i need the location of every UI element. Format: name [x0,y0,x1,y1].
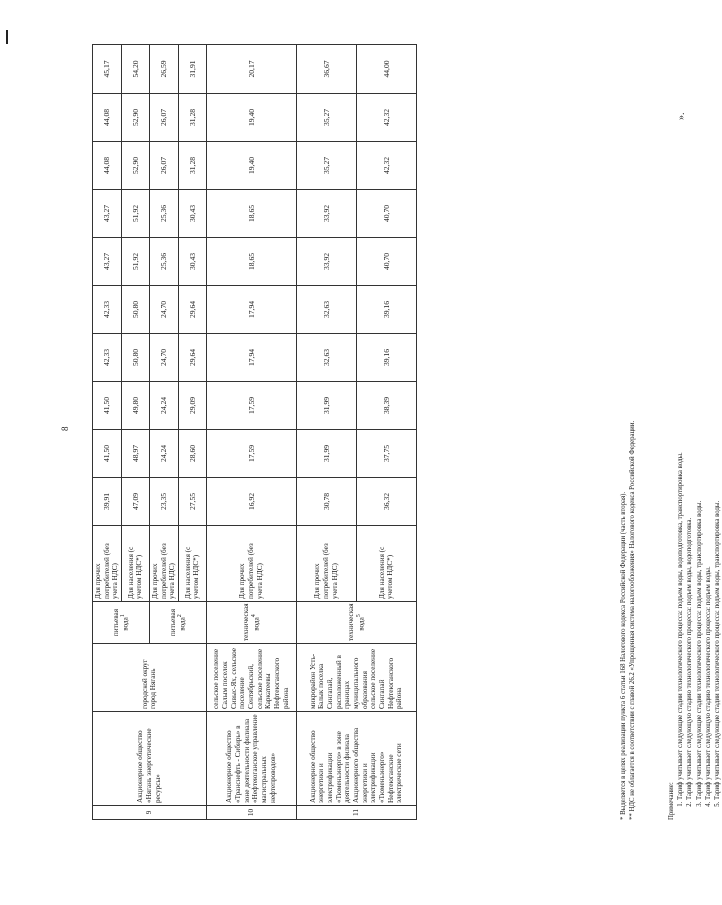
table-row [296,45,356,820]
tariff-value-cell: 33,92 [296,190,356,238]
tariff-value-cell: 44,08 [93,142,122,190]
tariff-value-cell: 32,63 [296,286,356,334]
tariff-value-cell: 30,43 [178,238,206,286]
tariff-value-cell: 48,97 [121,430,149,478]
tariff-value-cell: 24,24 [149,430,178,478]
tariff-value-cell: 31,91 [178,45,206,94]
tariff-value-cell: 41,50 [93,382,122,430]
note-item: 5. Тариф учитывает следующие стадии технологического процесса: подъем воды, транспортировка воды. [713,60,722,800]
closing-quote: ». [676,112,687,120]
service-type-label: питьевая вода [111,608,130,637]
tariff-value-cell: 31,28 [178,142,206,190]
tariff-value-cell: 19,40 [206,94,296,142]
tariff-table-body [93,45,417,820]
tariff-value-cell: 28,60 [178,430,206,478]
rotated-page-content [92,45,721,820]
tariff-value-cell: 42,32 [356,142,416,190]
note-item: 3. Тариф учитывает следующие стадии технологического процесса: подъем воды, транспортировка воды. [695,60,704,800]
tariff-value-cell: 31,99 [296,430,356,478]
service-footnote-ref: 5 [355,614,362,618]
note-item: 4. Тариф учитывает следующую стадию технологического процесса: подъем воды. [704,60,713,800]
tariff-value-cell: 51,92 [121,238,149,286]
organization-cell: Акционерное общество энергетики и электрификации «Тюменьэнерго» в зоне деятельности филиала Акционерного общества энергетики и электрификации «Тюменьэнерго» Нефтеюганские электрические сети [296,712,416,806]
tariff-value-cell: 17,94 [206,286,296,334]
tariff-value-cell: 27,55 [178,478,206,526]
row-number-cell: 11 [296,806,416,820]
consumer-category-cell: Для прочих потребителей (без учета НДС) [206,526,296,602]
organization-cell: Акционерное общество «Нягань энергетические ресурсы» [93,712,207,806]
footnote-no-vat: ** НДС не облагается в соответствии с главой 26.2 «Упрощенная система налогообложения» Налогового кодекса Российской Федерации. [628,420,636,820]
tariff-value-cell: 17,94 [206,334,296,382]
scan-artifact-mark [6,30,8,44]
tariff-value-cell: 33,92 [296,238,356,286]
tariff-value-cell: 31,28 [178,94,206,142]
tariff-value-cell: 51,92 [121,190,149,238]
note-item: 2. Тариф учитывает следующую стадию технологического процесса: подъем воды, водоподготовка. [685,60,694,800]
tariff-value-cell: 52,90 [121,94,149,142]
tariff-value-cell: 17,59 [206,430,296,478]
service-type-cell [93,602,150,644]
notes-title: Примечание: [668,782,675,820]
tariff-value-cell: 35,27 [296,94,356,142]
consumer-category-cell: Для населения (с учетом НДС*) [178,526,206,602]
tariff-value-cell: 16,92 [206,478,296,526]
organization-cell: Акционерное общество «Транснефть - Сибирь» в зоне деятельности филиала «Нефтеюганское управление магистральных нефтепроводов» [206,712,296,806]
tariff-value-cell: 36,32 [356,478,416,526]
tariff-value-cell: 18,65 [206,238,296,286]
table-row [93,45,122,820]
service-type-label: техническая вода [347,603,366,641]
tariff-value-cell: 31,99 [296,382,356,430]
tariff-value-cell: 24,70 [149,334,178,382]
tariff-value-cell: 47,09 [121,478,149,526]
tariff-value-cell: 42,32 [356,94,416,142]
tariff-value-cell: 50,80 [121,334,149,382]
territory-cell: городской округ город Нягань [93,644,207,712]
tariff-value-cell: 24,70 [149,286,178,334]
tariff-value-cell: 44,00 [356,45,416,94]
territory-cell: микрорайон Усть-Балык поселка Сингапай, расположенный в границах муниципального образования сельское поселение Сингапай Нефтеюганского района [296,644,416,712]
row-number-cell: 9 [93,806,207,820]
tariff-value-cell: 40,70 [356,190,416,238]
tariff-value-cell: 25,36 [149,238,178,286]
service-footnote-ref: 2 [177,614,184,618]
territory-cell: сельское поселение Салым поселок Сивыс-Ях, сельское поселение Сентябрьский, сельское поселение Каркатеевы Нефтеюганского района [206,644,296,712]
tariff-value-cell: 39,16 [356,334,416,382]
note-item: 1. Тариф учитывает следующие стадии технологического процесса: подъем воды, водоподготовка, транспортировка воды. [676,60,685,800]
service-type-cell [296,602,416,644]
tariff-value-cell: 54,20 [121,45,149,94]
consumer-category-cell: Для прочих потребителей (без учета НДС) [149,526,178,602]
tariff-value-cell: 24,24 [149,382,178,430]
tariff-value-cell: 42,33 [93,286,122,334]
tariff-value-cell: 29,09 [178,382,206,430]
consumer-category-cell: Для населения (с учетом НДС*) [121,526,149,602]
tariff-value-cell: 25,36 [149,190,178,238]
service-type-label: техническая вода [242,603,261,641]
tariff-value-cell: 18,65 [206,190,296,238]
tariff-value-cell: 39,16 [356,286,416,334]
tariff-value-cell: 35,27 [296,142,356,190]
tariff-value-cell: 30,78 [296,478,356,526]
tariff-value-cell: 26,07 [149,94,178,142]
tariff-value-cell: 19,40 [206,142,296,190]
tariff-value-cell: 43,27 [93,238,122,286]
page-number: 8 [60,426,70,431]
tariff-value-cell: 30,43 [178,190,206,238]
tariff-value-cell: 44,08 [93,94,122,142]
tariff-value-cell: 29,64 [178,334,206,382]
tariff-value-cell: 41,50 [93,430,122,478]
tariff-value-cell: 43,27 [93,190,122,238]
tariff-value-cell: 40,70 [356,238,416,286]
notes-section [667,60,722,820]
row-number-cell: 10 [206,806,296,820]
tariff-value-cell: 52,90 [121,142,149,190]
service-footnote-ref: 4 [250,614,257,618]
footnotes [620,60,638,820]
tariff-value-cell: 23,35 [149,478,178,526]
tariff-value-cell: 17,59 [206,382,296,430]
service-type-cell [206,602,296,644]
tariff-value-cell: 50,80 [121,286,149,334]
tariff-value-cell: 26,59 [149,45,178,94]
tariff-value-cell: 37,75 [356,430,416,478]
tariff-value-cell: 32,63 [296,334,356,382]
consumer-category-cell: Для прочих потребителей (без учета НДС) [296,526,356,602]
tariff-value-cell: 45,17 [93,45,122,94]
footnote-vat: * Выделяется в целях реализации пункта 6 статьи 168 Налогового кодекса Российской Федерации (часть вторая). [620,491,627,820]
tariff-value-cell: 42,33 [93,334,122,382]
consumer-category-cell: Для населения (с учетом НДС*) [356,526,416,602]
tariff-value-cell: 39,91 [93,478,122,526]
service-footnote-ref: 1 [120,614,127,618]
service-type-cell [149,602,206,644]
consumer-category-cell: Для прочих потребителей (без учета НДС) [93,526,122,602]
tariff-table [92,44,417,820]
tariff-value-cell: 49,80 [121,382,149,430]
service-type-label: питьевая вода [168,608,187,637]
tariff-value-cell: 29,64 [178,286,206,334]
tariff-value-cell: 20,17 [206,45,296,94]
table-row [206,45,296,820]
tariff-value-cell: 26,07 [149,142,178,190]
notes-list [676,60,722,820]
tariff-value-cell: 38,39 [356,382,416,430]
tariff-value-cell: 36,67 [296,45,356,94]
